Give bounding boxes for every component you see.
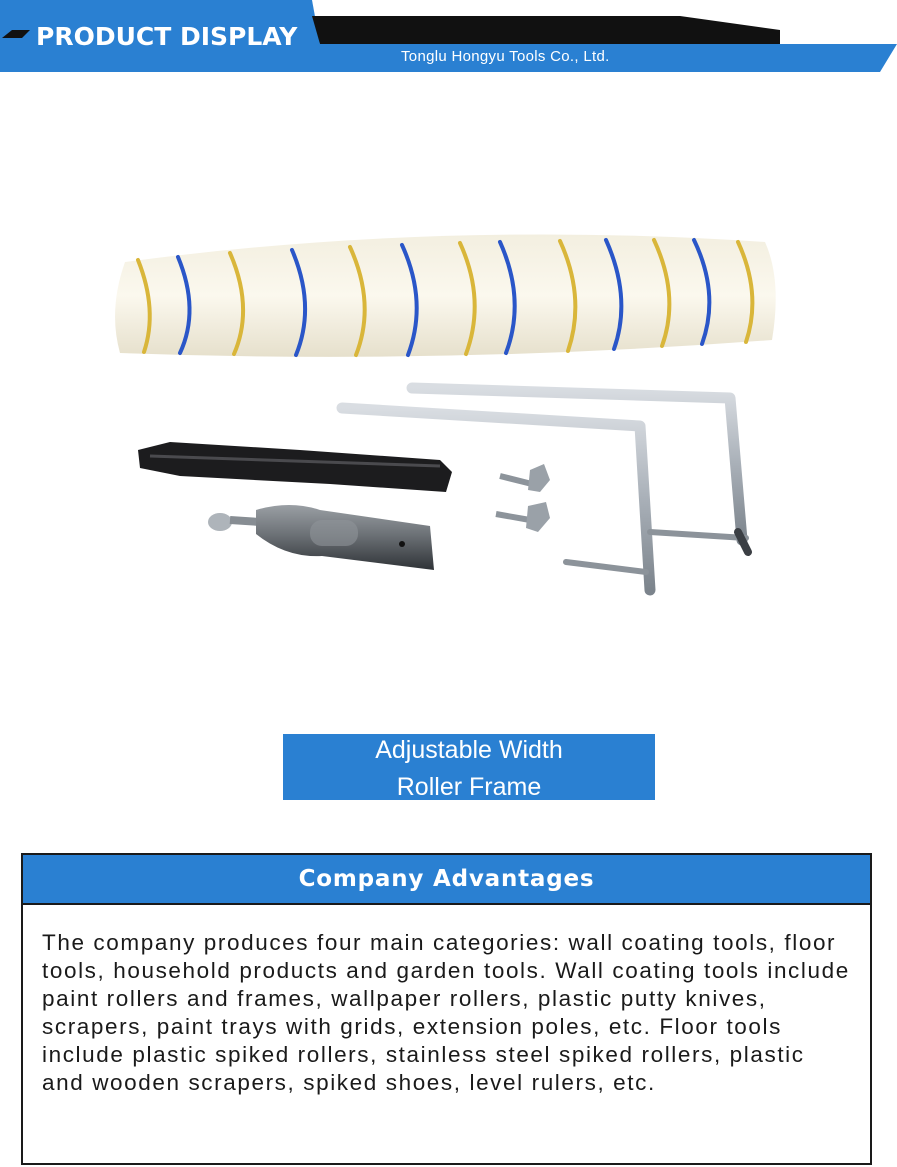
company-name: Tonglu Hongyu Tools Co., Ltd. bbox=[401, 48, 610, 65]
advantages-text: The company produces four main categories: wall coating tools, floor tools, household products and garden tools. Wall coating tools include paint rollers and frames, wallpaper rollers, plastic putty knives, scrapers, paint trays with grids, extension poles, etc. Floor tools include plastic spiked rollers, stainless steel spiked rollers, plastic and wooden scrapers, spiked shoes, level rulers, etc. bbox=[42, 930, 850, 1095]
caption-line-1: Adjustable Width bbox=[375, 736, 563, 764]
product-caption bbox=[283, 734, 655, 800]
product-photo bbox=[30, 160, 868, 660]
wing-screws bbox=[496, 464, 550, 532]
caption-line-2: Roller Frame bbox=[396, 773, 542, 801]
roller-handle bbox=[208, 505, 434, 570]
page-title: PRODUCT DISPLAY bbox=[36, 22, 298, 51]
advantages-heading: Company Advantages bbox=[23, 855, 870, 905]
header-banner bbox=[0, 0, 897, 72]
plastic-rail bbox=[138, 442, 452, 492]
advantages-panel bbox=[21, 853, 872, 1165]
roller-cover bbox=[115, 234, 776, 356]
